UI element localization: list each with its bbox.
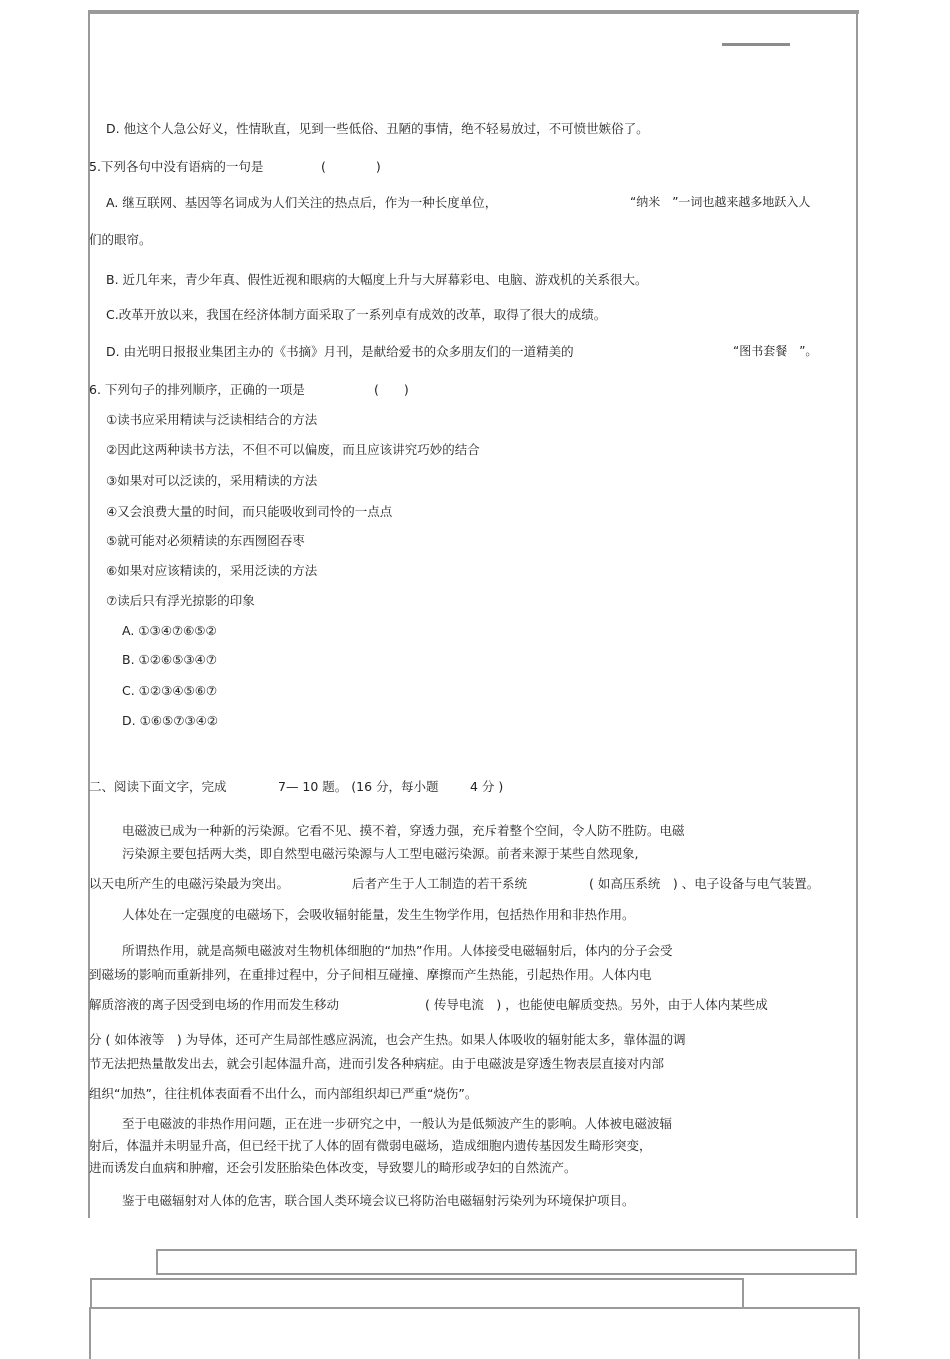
passage-line: 电磁波已成为一种新的污染源。它看不见、摸不着，穿透力强，充斥着整个空间，令人防不胜防。电磁 [122,823,685,838]
passage-line: ( 如高压系统 ) 、电子设备与电气装置。 [589,876,820,891]
empty-box [89,1307,860,1359]
q6-stem: 6. 下列句子的排列顺序，正确的一项是 [89,382,305,397]
q4-option-d: D. 他这个人急公好义，性情耿直，见到一些低俗、丑陋的事情，绝不轻易放过，不可愤世嫉俗了。 [106,121,649,136]
empty-box [90,1278,744,1309]
q5-option-d: D. 由光明日报报业集团主办的《书摘》月刊，是献给爱书的众多朋友们的一道精美的 [106,344,574,359]
passage-line: 所谓热作用，就是高频电磁波对生物机体细胞的“加热”作用。人体接受电磁辐射后，体内的分子会受 [122,943,673,958]
q6-sentence: ②因此这两种读书方法，不但不可以偏废，而且应该讲究巧妙的结合 [106,442,480,457]
q5-option-b: B. 近几年来，青少年真、假性近视和眼病的大幅度上升与大屏幕彩电、电脑、游戏机的关系很大。 [106,272,648,287]
page-top-border [88,10,859,14]
passage-line: 污染源主要包括两大类，即自然型电磁污染源与人工型电磁污染源。前者来源于某些自然现象, [122,846,639,861]
q6-answer-paren: ( ) [374,382,409,397]
q5-option-c: C.改革开放以来，我国在经济体制方面采取了一系列卓有成效的改革，取得了很大的成绩。 [106,307,607,322]
q5-option-a: A. 继互联网、基因等名词成为人们关注的热点后，作为一种长度单位， [106,195,498,210]
q6-choice-c: C. ①②③④⑤⑥⑦ [122,683,218,698]
q5-answer-paren: ( ) [321,159,381,174]
passage-line: 以天电所产生的电磁污染最为突出。 [89,876,290,891]
passage-line: 解质溶液的离子因受到电场的作用而发生移动 [89,997,340,1012]
passage-line: 节无法把热量散发出去，就会引起体温升高，进而引发各种病症。由于电磁波是穿透生物表层直接对内部 [89,1056,665,1071]
q6-choice-b: B. ①②⑥⑤③④⑦ [122,652,217,667]
q5-option-a-cont: 们的眼帘。 [89,232,152,247]
passage-line: 到磁场的影响而重新排列，在重排过程中，分子间相互碰撞、摩擦而产生热能，引起热作用。人体内电 [89,967,652,982]
section2-heading-range: 7— 10 题。 (16 分，每小题 [278,779,439,794]
passage-line: 后者产生于人工制造的若干系统 [352,876,528,891]
q6-sentence: ⑦读后只有浮光掠影的印象 [106,593,255,608]
q5-option-d-quote: “图书套餐 ”。 [733,344,818,358]
q6-choice-d: D. ①⑥⑤⑦③④② [122,713,219,728]
page-right-border [856,10,858,1218]
passage-line: 组织“加热”，往往机体表面看不出什么，而内部组织却已严重“烧伤”。 [89,1086,478,1101]
q5-stem: 5.下列各句中没有语病的一句是 [89,159,264,174]
q5-option-a-quote: “纳米 ”一词也越来越多地跃入人 [630,195,811,209]
q6-choice-a: A. ①③④⑦⑥⑤② [122,623,217,638]
q6-sentence: ⑤就可能对必须精读的东西囫囵吞枣 [106,533,305,548]
q6-sentence: ④又会浪费大量的时间，而只能吸收到司怜的一点点 [106,504,393,519]
section2-heading-score: 4 分 ) [470,779,504,794]
section2-heading: 二、阅读下面文字，完成 [89,779,227,794]
passage-line: 射后，体温并未明显升高，但已经干扰了人体的固有微弱电磁场，造成细胞内遗传基因发生畸形突变， [89,1138,652,1153]
header-rule [722,43,790,46]
q6-sentence: ③如果对可以泛读的，采用精读的方法 [106,473,318,488]
empty-box [156,1249,857,1275]
q6-sentence: ⑥如果对应该精读的，采用泛读的方法 [106,563,318,578]
passage-line: 分 ( 如体液等 ) 为导体，还可产生局部性感应涡流，也会产生热。如果人体吸收的辐射能太多，靠体温的调 [89,1032,686,1047]
passage-line: 至于电磁波的非热作用问题，正在进一步研究之中，一般认为是低频波产生的影响。人体被电磁波辐 [122,1116,673,1131]
passage-line: 进而诱发白血病和肿瘤，还会引发胚胎染色体改变，导致婴儿的畸形或孕妇的自然流产。 [89,1160,577,1175]
q6-sentence: ①读书应采用精读与泛读相结合的方法 [106,412,318,427]
passage-line: 鉴于电磁辐射对人体的危害，联合国人类环境会议已将防治电磁辐射污染列为环境保护项目。 [122,1193,635,1208]
passage-line: ( 传导电流 ) ，也能使电解质变热。另外，由于人体内某些成 [425,997,768,1012]
passage-line: 人体处在一定强度的电磁场下，会吸收辐射能量，发生生物学作用，包括热作用和非热作用。 [122,907,635,922]
